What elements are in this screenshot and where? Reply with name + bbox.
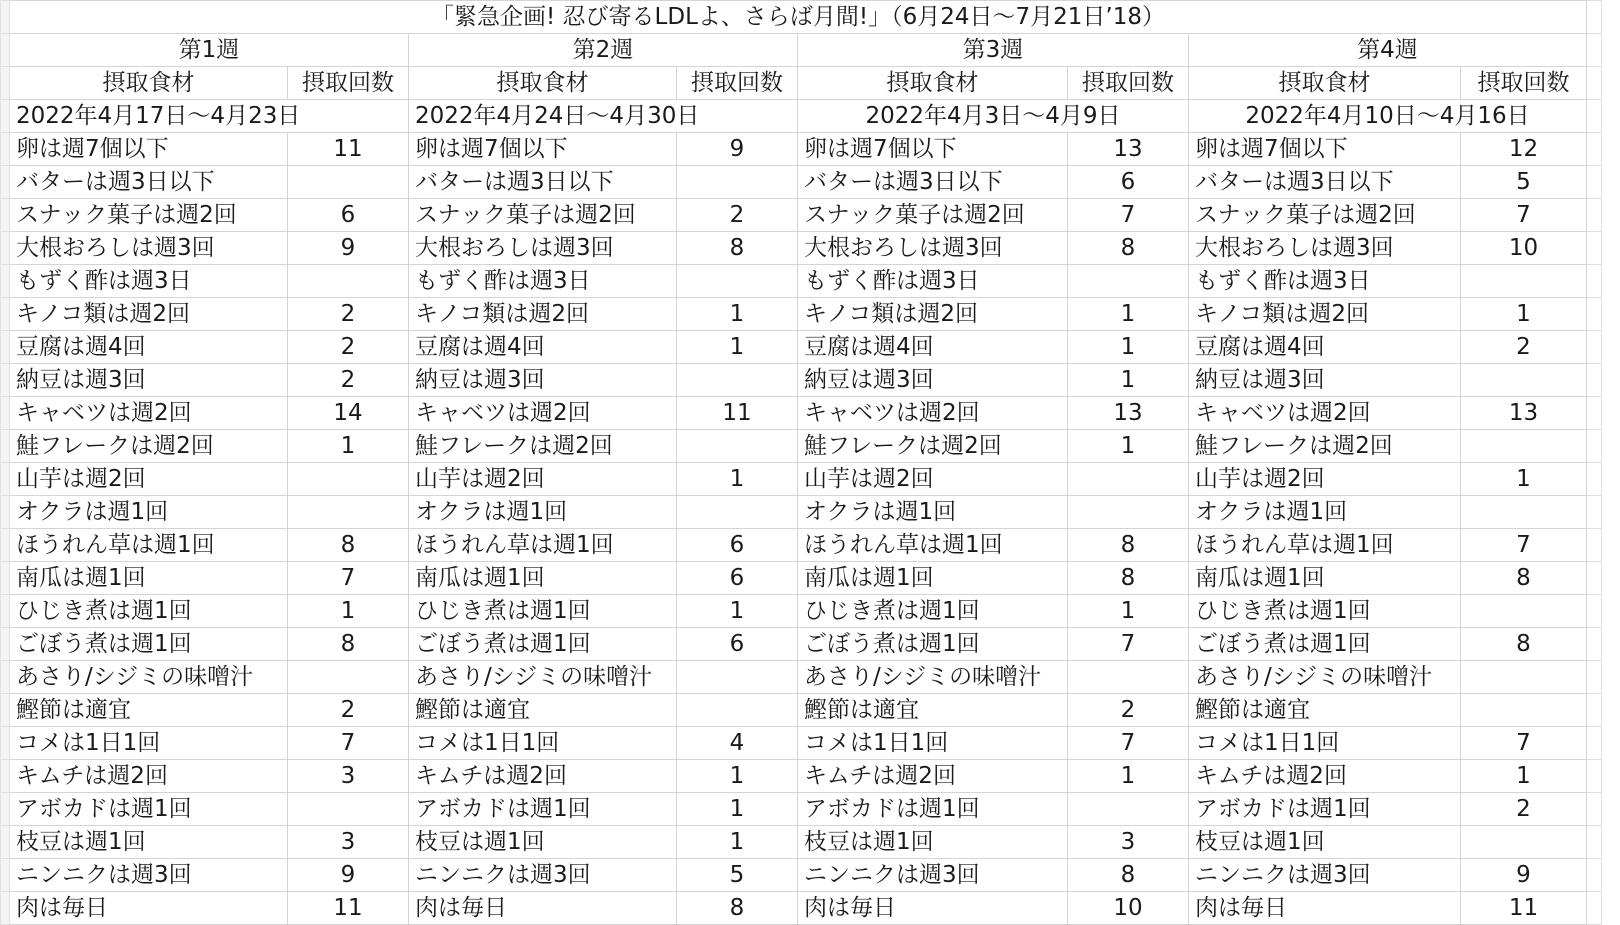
count-cell[interactable]: 5 — [1461, 166, 1587, 199]
sheet-title[interactable]: 「緊急企画! 忍び寄るLDLよ、さらば月間!」（6月24日～7月21日’18） — [10, 1, 1587, 34]
row-header-cell — [1, 166, 10, 199]
food-cell[interactable]: 山芋は週2回 — [10, 463, 288, 496]
week-date-range[interactable]: 2022年4月3日～4月9日 — [798, 100, 1189, 133]
food-cell[interactable]: 鰹節は適宜 — [1189, 694, 1461, 727]
food-cell[interactable]: キノコ類は週2回 — [798, 298, 1068, 331]
food-cell[interactable]: あさり/シジミの味噌汁 — [798, 661, 1068, 694]
row-header-cell — [1, 199, 10, 232]
week-label[interactable]: 第1週 — [10, 34, 409, 67]
count-cell[interactable]: 14 — [288, 397, 409, 430]
row-header-cell — [1, 496, 10, 529]
row-header-cell — [1, 595, 10, 628]
count-cell[interactable]: 8 — [1068, 529, 1189, 562]
row-header-cell — [1, 331, 10, 364]
food-cell[interactable]: 鰹節は適宜 — [798, 694, 1068, 727]
row-header-cell — [1, 628, 10, 661]
row-header-cell — [1, 727, 10, 760]
grid-edge — [1587, 859, 1602, 892]
count-cell[interactable]: 8 — [288, 628, 409, 661]
row-header-cell — [1, 397, 10, 430]
food-column-header[interactable]: 摂取食材 — [1189, 67, 1461, 100]
food-cell[interactable]: スナック菓子は週2回 — [409, 199, 677, 232]
food-cell[interactable]: 山芋は週2回 — [409, 463, 677, 496]
table-row — [1, 826, 1602, 859]
food-cell[interactable]: もずく酢は週3日 — [10, 265, 288, 298]
count-cell[interactable]: 1 — [1068, 430, 1189, 463]
food-cell[interactable]: 卵は週7個以下 — [1189, 133, 1461, 166]
count-cell[interactable]: 1 — [1068, 331, 1189, 364]
count-cell[interactable] — [1068, 793, 1189, 826]
count-cell[interactable]: 11 — [288, 892, 409, 925]
row-header-cell — [1, 100, 10, 133]
count-cell[interactable]: 3 — [1068, 826, 1189, 859]
grid-edge — [1587, 595, 1602, 628]
count-cell[interactable] — [677, 166, 798, 199]
count-column-header[interactable]: 摂取回数 — [1068, 67, 1189, 100]
food-cell[interactable]: ほうれん草は週1回 — [798, 529, 1068, 562]
food-cell[interactable]: アボカドは週1回 — [1189, 793, 1461, 826]
food-cell[interactable]: 納豆は週3回 — [1189, 364, 1461, 397]
food-cell[interactable]: 鮭フレークは週2回 — [1189, 430, 1461, 463]
count-cell[interactable]: 1 — [1068, 298, 1189, 331]
count-cell[interactable]: 9 — [677, 133, 798, 166]
food-cell[interactable]: オクラは週1回 — [1189, 496, 1461, 529]
food-cell[interactable]: スナック菓子は週2回 — [10, 199, 288, 232]
count-cell[interactable] — [1461, 661, 1587, 694]
food-cell[interactable]: バターは週3日以下 — [10, 166, 288, 199]
count-cell[interactable] — [288, 166, 409, 199]
food-cell[interactable]: コメは1日1回 — [409, 727, 677, 760]
food-cell[interactable]: 枝豆は週1回 — [409, 826, 677, 859]
grid-edge — [1587, 826, 1602, 859]
food-cell[interactable]: もずく酢は週3日 — [798, 265, 1068, 298]
food-cell[interactable]: ニンニクは週3回 — [1189, 859, 1461, 892]
grid-edge — [1587, 430, 1602, 463]
food-cell[interactable]: ひじき煮は週1回 — [1189, 595, 1461, 628]
count-cell[interactable] — [1068, 496, 1189, 529]
food-cell[interactable]: バターは週3日以下 — [798, 166, 1068, 199]
food-cell[interactable]: 南瓜は週1回 — [798, 562, 1068, 595]
count-cell[interactable] — [1461, 694, 1587, 727]
food-column-header[interactable]: 摂取食材 — [409, 67, 677, 100]
count-cell[interactable]: 2 — [288, 694, 409, 727]
count-cell[interactable]: 1 — [677, 826, 798, 859]
food-cell[interactable]: 鰹節は適宜 — [409, 694, 677, 727]
week-date-range[interactable]: 2022年4月24日～4月30日 — [409, 100, 798, 133]
count-cell[interactable]: 11 — [288, 133, 409, 166]
row-header-cell — [1, 661, 10, 694]
row-header-cell — [1, 529, 10, 562]
table-row — [1, 859, 1602, 892]
count-cell[interactable]: 7 — [1461, 529, 1587, 562]
grid-edge — [1587, 331, 1602, 364]
food-cell[interactable]: 枝豆は週1回 — [10, 826, 288, 859]
table-row — [1, 562, 1602, 595]
count-cell[interactable]: 1 — [1461, 298, 1587, 331]
food-cell[interactable]: ニンニクは週3回 — [10, 859, 288, 892]
food-cell[interactable]: キムチは週2回 — [1189, 760, 1461, 793]
count-cell[interactable] — [288, 265, 409, 298]
grid-edge — [1587, 133, 1602, 166]
row-header-cell — [1, 1, 10, 34]
grid-edge — [1587, 67, 1602, 100]
food-cell[interactable]: あさり/シジミの味噌汁 — [10, 661, 288, 694]
food-cell[interactable]: キャベツは週2回 — [409, 397, 677, 430]
count-cell[interactable]: 2 — [677, 199, 798, 232]
week-date-range[interactable]: 2022年4月10日～4月16日 — [1189, 100, 1587, 133]
food-cell[interactable]: バターは週3日以下 — [1189, 166, 1461, 199]
grid-edge — [1587, 727, 1602, 760]
food-cell[interactable]: ひじき煮は週1回 — [409, 595, 677, 628]
food-cell[interactable]: 肉は毎日 — [10, 892, 288, 925]
food-cell[interactable]: スナック菓子は週2回 — [1189, 199, 1461, 232]
table-row — [1, 892, 1602, 925]
food-cell[interactable]: キャベツは週2回 — [798, 397, 1068, 430]
row-header-cell — [1, 694, 10, 727]
food-cell[interactable]: 大根おろしは週3回 — [798, 232, 1068, 265]
food-cell[interactable]: 鮭フレークは週2回 — [798, 430, 1068, 463]
count-column-header[interactable]: 摂取回数 — [677, 67, 798, 100]
count-cell[interactable]: 6 — [288, 199, 409, 232]
count-cell[interactable] — [1461, 826, 1587, 859]
count-cell[interactable]: 2 — [288, 298, 409, 331]
grid-edge — [1587, 694, 1602, 727]
title-row — [1, 1, 1602, 34]
food-cell[interactable]: 肉は毎日 — [409, 892, 677, 925]
count-column-header[interactable]: 摂取回数 — [288, 67, 409, 100]
count-cell[interactable]: 1 — [677, 463, 798, 496]
count-cell[interactable]: 1 — [1461, 463, 1587, 496]
food-cell[interactable]: 卵は週7個以下 — [798, 133, 1068, 166]
row-header-cell — [1, 760, 10, 793]
week-label[interactable]: 第4週 — [1189, 34, 1587, 67]
count-cell[interactable]: 11 — [677, 397, 798, 430]
food-cell[interactable]: 南瓜は週1回 — [10, 562, 288, 595]
food-cell[interactable]: キムチは週2回 — [798, 760, 1068, 793]
count-cell[interactable]: 1 — [677, 595, 798, 628]
food-cell[interactable]: オクラは週1回 — [409, 496, 677, 529]
count-cell[interactable]: 12 — [1461, 133, 1587, 166]
food-cell[interactable]: 卵は週7個以下 — [409, 133, 677, 166]
grid-edge — [1587, 1, 1602, 34]
food-column-header[interactable]: 摂取食材 — [798, 67, 1068, 100]
table-row — [1, 232, 1602, 265]
count-cell[interactable] — [1461, 496, 1587, 529]
count-cell[interactable]: 6 — [1068, 166, 1189, 199]
count-cell[interactable]: 6 — [677, 628, 798, 661]
food-cell[interactable]: オクラは週1回 — [10, 496, 288, 529]
grid-edge — [1587, 892, 1602, 925]
count-cell[interactable] — [677, 694, 798, 727]
count-cell[interactable]: 10 — [1461, 232, 1587, 265]
row-header-cell — [1, 826, 10, 859]
row-header-cell — [1, 859, 10, 892]
table-row — [1, 199, 1602, 232]
food-cell[interactable]: ひじき煮は週1回 — [798, 595, 1068, 628]
food-cell[interactable]: ほうれん草は週1回 — [10, 529, 288, 562]
food-cell[interactable]: 南瓜は週1回 — [409, 562, 677, 595]
count-cell[interactable]: 7 — [1461, 199, 1587, 232]
count-cell[interactable]: 5 — [677, 859, 798, 892]
count-cell[interactable]: 9 — [1461, 859, 1587, 892]
count-cell[interactable]: 13 — [1461, 397, 1587, 430]
grid-edge — [1587, 529, 1602, 562]
food-cell[interactable]: ひじき煮は週1回 — [10, 595, 288, 628]
food-cell[interactable]: ほうれん草は週1回 — [1189, 529, 1461, 562]
food-cell[interactable]: 鰹節は適宜 — [10, 694, 288, 727]
count-cell[interactable]: 8 — [1068, 232, 1189, 265]
column-header-row — [1, 67, 1602, 100]
count-cell[interactable]: 1 — [1068, 595, 1189, 628]
table-row — [1, 166, 1602, 199]
food-cell[interactable]: ごぼう煮は週1回 — [798, 628, 1068, 661]
count-column-header[interactable]: 摂取回数 — [1461, 67, 1587, 100]
row-header-cell — [1, 67, 10, 100]
count-cell[interactable] — [1068, 463, 1189, 496]
count-cell[interactable]: 8 — [1068, 859, 1189, 892]
food-cell[interactable]: 大根おろしは週3回 — [10, 232, 288, 265]
count-cell[interactable]: 1 — [677, 760, 798, 793]
count-cell[interactable]: 6 — [677, 562, 798, 595]
table-row — [1, 727, 1602, 760]
food-cell[interactable]: ニンニクは週3回 — [798, 859, 1068, 892]
count-cell[interactable]: 1 — [1068, 760, 1189, 793]
food-column-header[interactable]: 摂取食材 — [10, 67, 288, 100]
count-cell[interactable]: 1 — [1461, 760, 1587, 793]
count-cell[interactable]: 7 — [1461, 727, 1587, 760]
week-date-range[interactable]: 2022年4月17日～4月23日 — [10, 100, 409, 133]
food-cell[interactable]: ニンニクは週3回 — [409, 859, 677, 892]
food-cell[interactable]: 納豆は週3回 — [798, 364, 1068, 397]
row-header-cell — [1, 364, 10, 397]
food-cell[interactable]: 大根おろしは週3回 — [409, 232, 677, 265]
table-row — [1, 628, 1602, 661]
food-cell[interactable]: 卵は週7個以下 — [10, 133, 288, 166]
food-cell[interactable]: キノコ類は週2回 — [1189, 298, 1461, 331]
count-cell[interactable]: 8 — [677, 892, 798, 925]
grid-edge — [1587, 661, 1602, 694]
food-cell[interactable]: 納豆は週3回 — [409, 364, 677, 397]
food-cell[interactable]: あさり/シジミの味噌汁 — [409, 661, 677, 694]
table-row — [1, 397, 1602, 430]
food-cell[interactable]: コメは1日1回 — [1189, 727, 1461, 760]
food-cell[interactable]: キムチは週2回 — [10, 760, 288, 793]
week-label[interactable]: 第2週 — [409, 34, 798, 67]
count-cell[interactable]: 7 — [1068, 199, 1189, 232]
food-cell[interactable]: 肉は毎日 — [798, 892, 1068, 925]
food-cell[interactable]: アボカドは週1回 — [798, 793, 1068, 826]
week-label[interactable]: 第3週 — [798, 34, 1189, 67]
table-row — [1, 529, 1602, 562]
row-header-cell — [1, 562, 10, 595]
count-cell[interactable] — [677, 430, 798, 463]
grid-edge — [1587, 496, 1602, 529]
count-cell[interactable]: 13 — [1068, 133, 1189, 166]
count-cell[interactable] — [1461, 364, 1587, 397]
count-cell[interactable] — [288, 793, 409, 826]
food-cell[interactable]: キノコ類は週2回 — [10, 298, 288, 331]
count-cell[interactable]: 10 — [1068, 892, 1189, 925]
row-header-cell — [1, 892, 10, 925]
count-cell[interactable]: 7 — [288, 727, 409, 760]
count-cell[interactable] — [677, 265, 798, 298]
table-row — [1, 463, 1602, 496]
count-cell[interactable] — [1068, 265, 1189, 298]
count-cell[interactable]: 8 — [677, 232, 798, 265]
row-header-cell — [1, 232, 10, 265]
grid-edge — [1587, 166, 1602, 199]
food-cell[interactable]: 山芋は週2回 — [1189, 463, 1461, 496]
table-row — [1, 265, 1602, 298]
count-cell[interactable]: 1 — [677, 298, 798, 331]
row-header-cell — [1, 34, 10, 67]
count-cell[interactable]: 7 — [1068, 628, 1189, 661]
row-header-cell — [1, 793, 10, 826]
count-cell[interactable] — [677, 364, 798, 397]
grid-edge — [1587, 760, 1602, 793]
grid-edge — [1587, 199, 1602, 232]
food-cell[interactable]: 山芋は週2回 — [798, 463, 1068, 496]
count-cell[interactable] — [677, 661, 798, 694]
count-cell[interactable] — [1461, 595, 1587, 628]
count-cell[interactable] — [288, 496, 409, 529]
grid-edge — [1587, 265, 1602, 298]
food-cell[interactable]: 豆腐は週4回 — [409, 331, 677, 364]
count-cell[interactable]: 6 — [677, 529, 798, 562]
grid-edge — [1587, 298, 1602, 331]
grid-edge — [1587, 562, 1602, 595]
count-cell[interactable]: 9 — [288, 232, 409, 265]
count-cell[interactable]: 11 — [1461, 892, 1587, 925]
count-cell[interactable] — [288, 463, 409, 496]
food-cell[interactable]: オクラは週1回 — [798, 496, 1068, 529]
table-row — [1, 133, 1602, 166]
row-header-cell — [1, 430, 10, 463]
grid-edge — [1587, 397, 1602, 430]
table-row — [1, 496, 1602, 529]
grid-edge — [1587, 232, 1602, 265]
count-cell[interactable]: 8 — [1461, 628, 1587, 661]
table-row — [1, 694, 1602, 727]
food-cell[interactable]: 鮭フレークは週2回 — [409, 430, 677, 463]
count-cell[interactable]: 1 — [288, 430, 409, 463]
count-cell[interactable] — [288, 661, 409, 694]
table-row — [1, 331, 1602, 364]
food-cell[interactable]: キャベツは週2回 — [10, 397, 288, 430]
food-cell[interactable]: あさり/シジミの味噌汁 — [1189, 661, 1461, 694]
grid-edge — [1587, 463, 1602, 496]
food-cell[interactable]: 肉は毎日 — [1189, 892, 1461, 925]
food-cell[interactable]: バターは週3日以下 — [409, 166, 677, 199]
food-cell[interactable]: 枝豆は週1回 — [1189, 826, 1461, 859]
count-cell[interactable]: 2 — [1461, 793, 1587, 826]
count-cell[interactable]: 7 — [1068, 727, 1189, 760]
count-cell[interactable] — [1461, 265, 1587, 298]
grid-edge — [1587, 793, 1602, 826]
count-cell[interactable] — [1461, 430, 1587, 463]
food-cell[interactable]: 大根おろしは週3回 — [1189, 232, 1461, 265]
table-row — [1, 430, 1602, 463]
table-row — [1, 595, 1602, 628]
food-cell[interactable]: 納豆は週3回 — [10, 364, 288, 397]
count-cell[interactable]: 1 — [677, 331, 798, 364]
food-cell[interactable]: キムチは週2回 — [409, 760, 677, 793]
table-row — [1, 364, 1602, 397]
row-header-cell — [1, 463, 10, 496]
count-cell[interactable]: 8 — [288, 529, 409, 562]
row-header-cell — [1, 265, 10, 298]
date-row — [1, 100, 1602, 133]
table-row — [1, 793, 1602, 826]
count-cell[interactable]: 2 — [1461, 331, 1587, 364]
food-cell[interactable]: もずく酢は週3日 — [409, 265, 677, 298]
count-cell[interactable]: 2 — [288, 331, 409, 364]
food-cell[interactable]: スナック菓子は週2回 — [798, 199, 1068, 232]
food-cell[interactable]: もずく酢は週3日 — [1189, 265, 1461, 298]
week-row — [1, 34, 1602, 67]
count-cell[interactable]: 3 — [288, 826, 409, 859]
count-cell[interactable] — [677, 496, 798, 529]
food-cell[interactable]: 豆腐は週4回 — [1189, 331, 1461, 364]
food-cell[interactable]: ごぼう煮は週1回 — [1189, 628, 1461, 661]
count-cell[interactable]: 13 — [1068, 397, 1189, 430]
food-cell[interactable]: ほうれん草は週1回 — [409, 529, 677, 562]
count-cell[interactable]: 8 — [1461, 562, 1587, 595]
food-cell[interactable]: ごぼう煮は週1回 — [10, 628, 288, 661]
row-header-cell — [1, 133, 10, 166]
table-row — [1, 298, 1602, 331]
grid-edge — [1587, 364, 1602, 397]
food-cell[interactable]: コメは1日1回 — [798, 727, 1068, 760]
table-row — [1, 661, 1602, 694]
count-cell[interactable]: 1 — [1068, 364, 1189, 397]
food-cell[interactable]: 豆腐は週4回 — [10, 331, 288, 364]
count-cell[interactable]: 2 — [1068, 694, 1189, 727]
food-cell[interactable]: 枝豆は週1回 — [798, 826, 1068, 859]
food-cell[interactable]: キャベツは週2回 — [1189, 397, 1461, 430]
food-cell[interactable]: キノコ類は週2回 — [409, 298, 677, 331]
table-row — [1, 760, 1602, 793]
food-cell[interactable]: コメは1日1回 — [10, 727, 288, 760]
count-cell[interactable]: 4 — [677, 727, 798, 760]
count-cell[interactable]: 1 — [677, 793, 798, 826]
food-cell[interactable]: ごぼう煮は週1回 — [409, 628, 677, 661]
food-cell[interactable]: アボカドは週1回 — [10, 793, 288, 826]
food-cell[interactable]: 豆腐は週4回 — [798, 331, 1068, 364]
count-cell[interactable] — [1068, 661, 1189, 694]
grid-edge — [1587, 100, 1602, 133]
grid-edge — [1587, 628, 1602, 661]
count-cell[interactable]: 1 — [288, 595, 409, 628]
count-cell[interactable]: 9 — [288, 859, 409, 892]
food-cell[interactable]: 南瓜は週1回 — [1189, 562, 1461, 595]
count-cell[interactable]: 2 — [288, 364, 409, 397]
count-cell[interactable]: 8 — [1068, 562, 1189, 595]
grid-edge — [1587, 34, 1602, 67]
count-cell[interactable]: 7 — [288, 562, 409, 595]
food-cell[interactable]: アボカドは週1回 — [409, 793, 677, 826]
food-cell[interactable]: 鮭フレークは週2回 — [10, 430, 288, 463]
row-header-cell — [1, 298, 10, 331]
count-cell[interactable]: 3 — [288, 760, 409, 793]
